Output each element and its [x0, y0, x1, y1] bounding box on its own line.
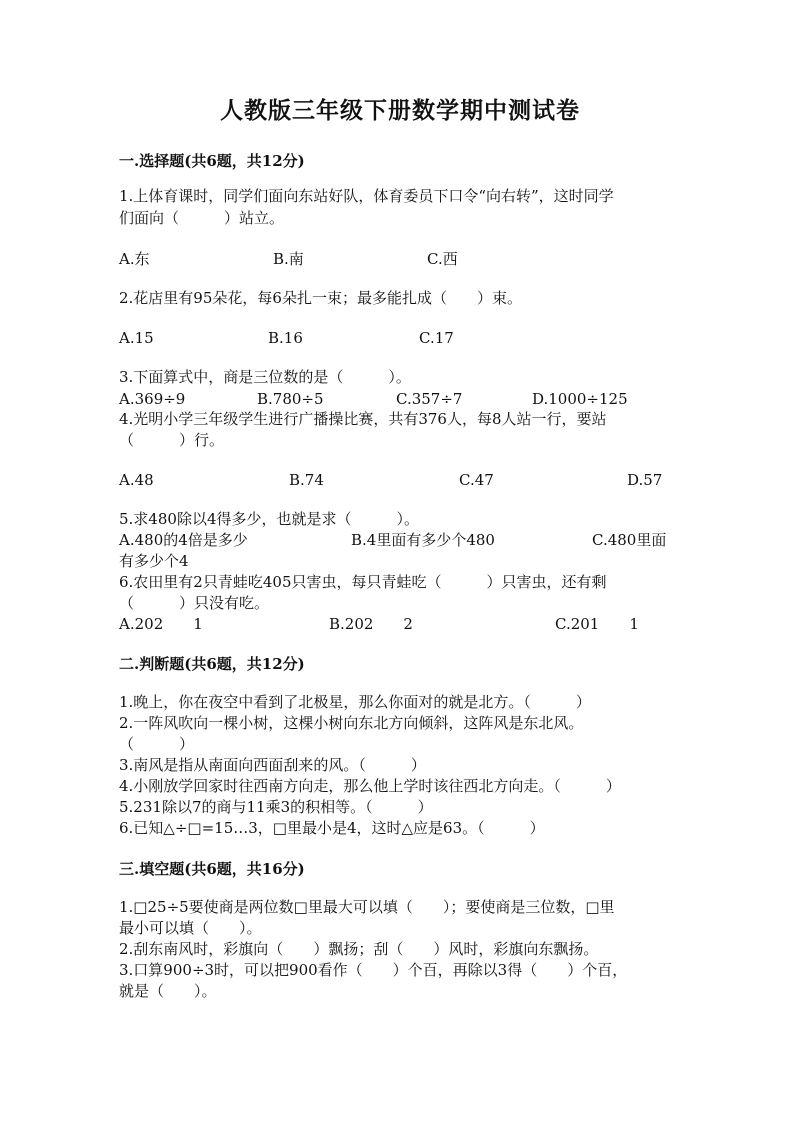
choice-q4-line1: 4.光明小学三年级学生进行广播操比赛，共有376人，每8人站一行，要站	[119, 410, 607, 428]
choice-q6-option-a: A.202 1	[119, 615, 203, 633]
judge-q6: 6.已知△÷□=15…3，□里最小是4，这时△应是63。（ ）	[119, 819, 545, 837]
page-title: 人教版三年级下册数学期中测试卷	[220, 97, 580, 124]
choice-q6-option-b: B.202 2	[329, 615, 413, 633]
choice-q4-option-a: A.48	[119, 471, 154, 489]
fill-q3-line1: 3.口算900÷3时，可以把900看作（ ）个百，再除以3得（ ）个百，	[119, 961, 628, 979]
section-heading-fill: 三.填空题(共6题，共16分)	[119, 860, 305, 878]
choice-q1-option-c: C.西	[427, 250, 458, 268]
choice-q3-option-b: B.780÷5	[257, 390, 324, 408]
choice-q5: 5.求480除以4得多少，也就是求（ ）。	[119, 510, 419, 528]
choice-q1-option-a: A.东	[119, 250, 150, 268]
choice-q1-line2: 们面向（ ）站立。	[119, 209, 285, 227]
choice-q5-option-b: B.4里面有多少个480	[351, 531, 495, 549]
choice-q2-option-a: A.15	[119, 329, 154, 347]
fill-q2: 2.刮东南风时，彩旗向（ ）飘扬；刮（ ）风时，彩旗向东飘扬。	[119, 940, 599, 958]
choice-q3: 3.下面算式中，商是三位数的是（ ）。	[119, 368, 411, 386]
choice-q6-line1: 6.农田里有2只青蛙吃405只害虫，每只青蛙吃（ ）只害虫，还有剩	[119, 573, 607, 591]
section-heading-choice: 一.选择题(共6题，共12分)	[119, 152, 305, 170]
choice-q3-option-a: A.369÷9	[119, 390, 186, 408]
fill-q3-line2: 就是（ ）。	[119, 982, 217, 1000]
judge-q2-line2: （ ）	[119, 735, 195, 753]
section-heading-judge: 二.判断题(共6题，共12分)	[119, 655, 305, 673]
choice-q4-option-b: B.74	[289, 471, 324, 489]
choice-q3-option-d: D.1000÷125	[532, 390, 628, 408]
choice-q5-option-c-cont: 有多少个4	[119, 552, 189, 570]
fill-q1-line2: 最小可以填（ ）。	[119, 919, 262, 937]
choice-q1-line1: 1.上体育课时，同学们面向东站好队，体育委员下口令“向右转”，这时同学	[119, 187, 614, 205]
choice-q6-option-c: C.201 1	[555, 615, 639, 633]
choice-q5-option-a: A.480的4倍是多少	[119, 531, 248, 549]
choice-q4-option-d: D.57	[627, 471, 663, 489]
choice-q6-line2: （ ）只没有吃。	[119, 594, 270, 612]
judge-q3: 3.南风是指从南面向西面刮来的风。（ ）	[119, 756, 426, 774]
judge-q5: 5.231除以7的商与11乘3的积相等。（ ）	[119, 798, 433, 816]
choice-q2-option-c: C.17	[419, 329, 454, 347]
choice-q1-option-b: B.南	[273, 250, 304, 268]
judge-q1: 1.晚上，你在夜空中看到了北极星，那么你面对的就是北方。（ ）	[119, 693, 591, 711]
choice-q4-option-c: C.47	[459, 471, 494, 489]
choice-q4-line2: （ ）行。	[119, 431, 225, 449]
judge-q2-line1: 2.一阵风吹向一棵小树，这棵小树向东北方向倾斜，这阵风是东北风。	[119, 714, 584, 732]
choice-q3-option-c: C.357÷7	[396, 390, 463, 408]
choice-q2-option-b: B.16	[268, 329, 303, 347]
fill-q1-line1: 1.□25÷5要使商是两位数□里最大可以填（ ）；要使商是三位数，□里	[119, 898, 615, 916]
choice-q5-option-c: C.480里面	[592, 531, 667, 549]
judge-q4: 4.小刚放学回家时往西南方向走，那么他上学时该往西北方向走。（ ）	[119, 777, 621, 795]
choice-q2: 2.花店里有95朵花，每6朵扎一束；最多能扎成（ ）束。	[119, 289, 522, 307]
